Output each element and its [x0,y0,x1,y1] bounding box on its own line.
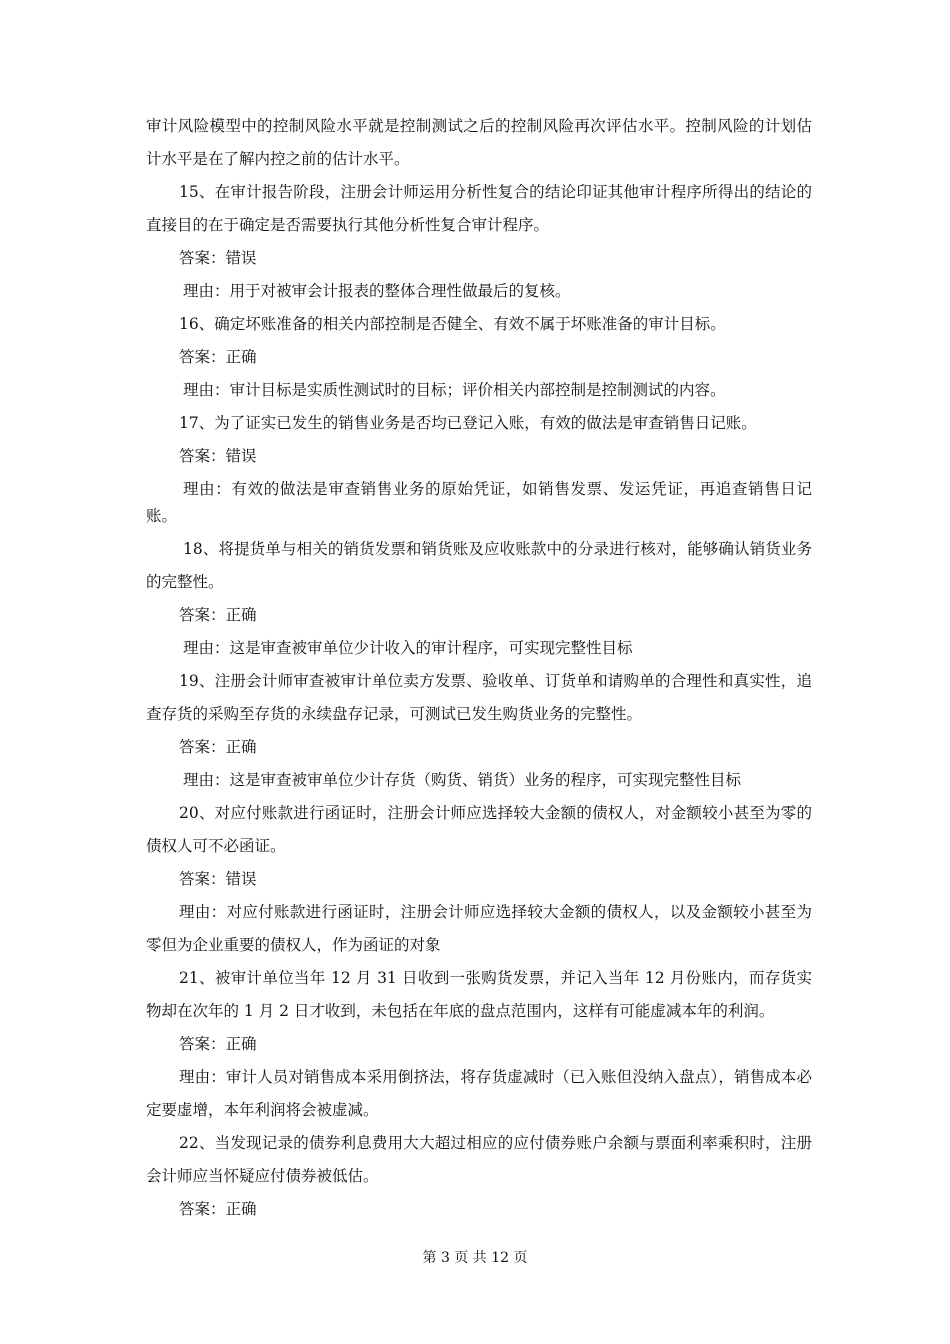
paragraph: 16、确定坏账准备的相关内部控制是否健全、有效不属于坏账准备的审计目标。 [179,315,726,333]
paragraph: 18、将提货单与相关的销货发票和销货账及应收账款中的分录进行核对，能够确认销货业务的完整性。 [146,540,812,591]
paragraph: 20、对应付账款进行函证时，注册会计师应选择较大金额的债权人，对金额较小甚至为零的债权人可不必函证。 [146,804,812,855]
paragraph: 理由：这是审查被审单位少计收入的审计程序，可实现完整性目标 [183,639,633,657]
paragraph: 15、在审计报告阶段，注册会计师运用分析性复合的结论印证其他审计程序所得出的结论的直接目的在于确定是否需要执行其他分析性复合审计程序。 [146,183,812,234]
paragraph: 理由：审计人员对销售成本采用倒挤法，将存货虚减时（已入账但没纳入盘点），销售成本必定要虚增，本年利润将会被虚减。 [146,1068,812,1119]
paragraph: 理由：有效的做法是审查销售业务的原始凭证，如销售发票、发运凭证，再追查销售日记账。 [146,480,812,525]
paragraph: 22、当发现记录的债券利息费用大大超过相应的应付债券账户余额与票面利率乘积时，注册会计师应当怀疑应付债券被低估。 [146,1134,812,1185]
paragraph: 答案：正确 [179,606,257,624]
paragraph: 答案：错误 [179,447,257,465]
paragraph: 答案：正确 [179,348,257,366]
paragraph: 答案：错误 [179,870,257,888]
paragraph: 答案：正确 [179,1200,257,1218]
document-body [146,110,812,1226]
paragraph: 理由：审计目标是实质性测试时的目标；评价相关内部控制是控制测试的内容。 [183,381,726,399]
paragraph: 19、注册会计师审查被审计单位卖方发票、验收单、订货单和请购单的合理性和真实性，追查存货的采购至存货的永续盘存记录，可测试已发生购货业务的完整性。 [146,672,812,723]
paragraph: 理由：这是审查被审单位少计存货（购货、销货）业务的程序，可实现完整性目标 [183,771,742,789]
page-footer: 第 3 页 共 12 页 [422,1250,528,1266]
paragraph: 审计风险模型中的控制风险水平就是控制测试之后的控制风险再次评估水平。控制风险的计划估计水平是在了解内控之前的估计水平。 [146,117,812,168]
paragraph: 答案：错误 [179,249,257,267]
paragraph: 理由：对应付账款进行函证时，注册会计师应选择较大金额的债权人，以及金额较小甚至为零但为企业重要的债权人，作为函证的对象 [146,903,812,954]
paragraph: 17、为了证实已发生的销售业务是否均已登记入账，有效的做法是审查销售日记账。 [179,414,757,432]
paragraph: 理由：用于对被审会计报表的整体合理性做最后的复核。 [183,282,571,300]
paragraph: 21、被审计单位当年 12 月 31 日收到一张购货发票，并记入当年 12 月份账内，而存货实物却在次年的 1 月 2 日才收到，未包括在年底的盘点范围内，这样有可能虚减本年的利润。 [146,969,812,1020]
paragraph: 答案：正确 [179,738,257,756]
paragraph: 答案：正确 [179,1035,257,1053]
